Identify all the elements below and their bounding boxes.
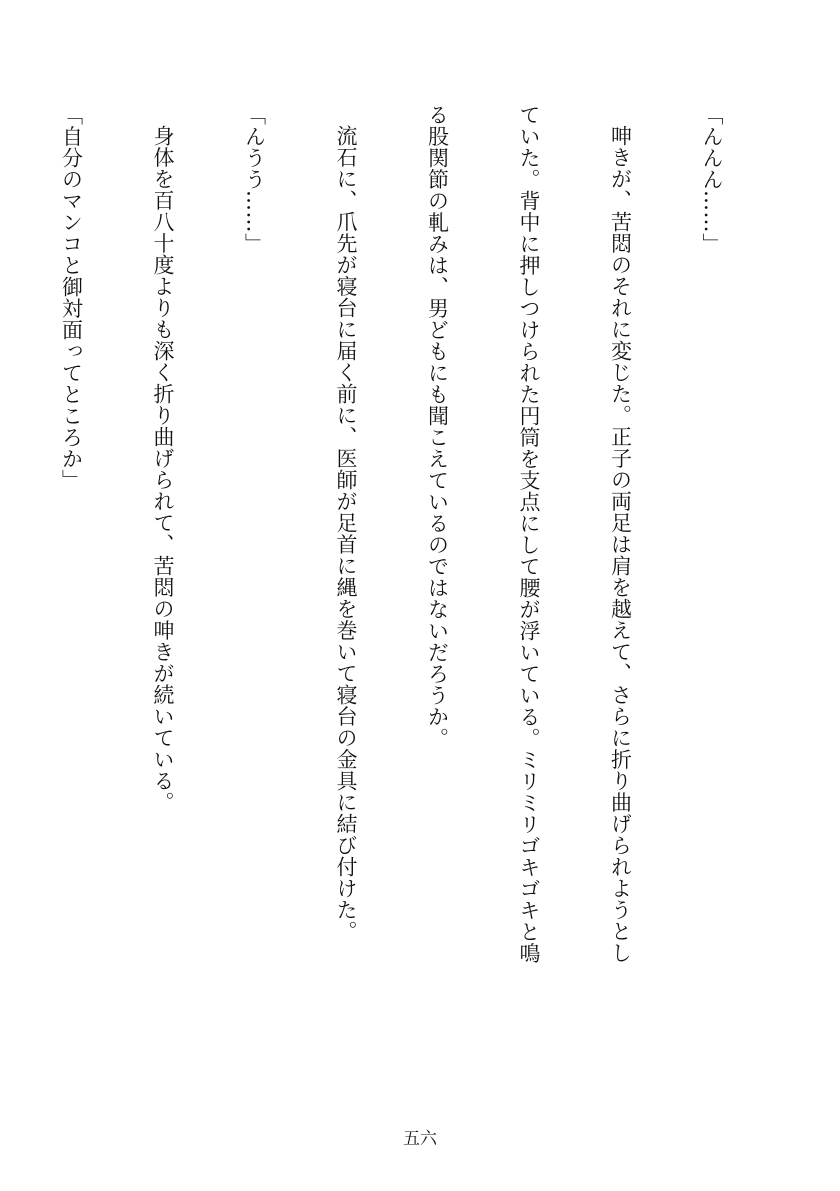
vertical-text-body	[42, 104, 788, 1104]
text-line-6: 「んうう……」	[242, 104, 267, 255]
page-number: 五六	[403, 1129, 437, 1149]
text-line-8: 「自分のマンコと御対面ってところか」	[59, 104, 84, 491]
text-line-3: ていた。背中に押しつけられた円筒を支点にして腰が浮いている。ミリミリゴキゴキと鳴	[517, 104, 541, 964]
text-line-1: 「んんん……」	[700, 104, 724, 255]
text-line-7: 身体を百八十度よりも深く折り曲げられて、苦悶の呻きが続いている。	[151, 125, 175, 813]
text-line-4: る股関節の軋みは、男どもにも聞こえているのではないだろうか。	[425, 104, 450, 749]
text-line-5: 流石に、爪先が寝台に届く前に、医師が足首に縄を巻いて寝台の金具に結び付けた。	[334, 125, 358, 942]
text-line-2: 呻きが、苦悶のそれに変じた。正子の両足は肩を越えて、さらに折り曲げられようとし	[608, 125, 633, 964]
